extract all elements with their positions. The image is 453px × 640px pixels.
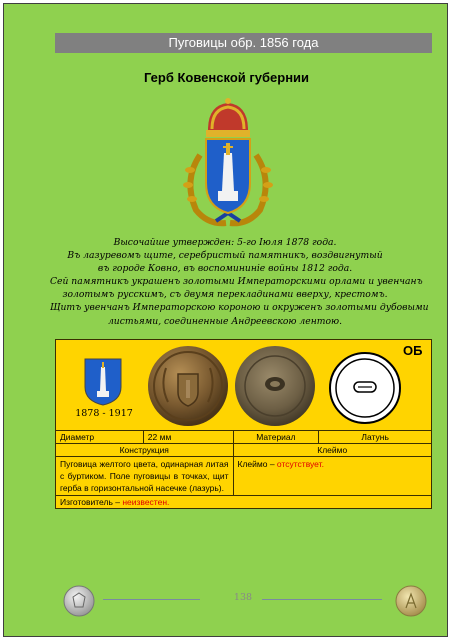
description-line: листьями, соединенные Андреевскою лентою. (107, 315, 343, 327)
mark-label: Клеймо (233, 444, 432, 457)
footer-divider (103, 599, 200, 600)
mark-text-value: отсутствует. (276, 459, 324, 469)
footer-divider (262, 599, 382, 600)
button-back-photo (233, 344, 317, 428)
description-line: въ городе Ковно, въ воспомининіе войны 1812 года. (97, 263, 353, 275)
small-coat-of-arms-icon (83, 357, 123, 407)
description-line: Въ лазуревомъ щите, серебристый памятникъ, воздвигнутый (67, 250, 383, 262)
coin-icon (395, 585, 427, 617)
description-line: Щитъ увенчанъ Императорскою короною и окруженъ золотыми дубовыми (50, 302, 429, 314)
mark-text (233, 457, 432, 496)
construction-label: Конструкция (56, 444, 234, 457)
button-diagram-icon (327, 350, 403, 426)
material-label: Материал (233, 431, 319, 444)
specs-table (55, 430, 432, 509)
description-line: Сей памятникъ украшенъ золотыми Императорскими орлами и увенчанъ (50, 276, 423, 288)
description-line: золотымъ русскимъ, съ двумя перекладинами вверху, крестомъ. (62, 289, 388, 301)
years: 1878 - 1917 (75, 408, 133, 419)
section-header: Пуговицы обр. 1856 года (55, 33, 432, 53)
mark-text-prefix: Клеймо – (237, 459, 277, 469)
table-row (56, 444, 432, 457)
maker (56, 496, 432, 509)
table-row (56, 457, 432, 496)
maker-prefix: Изготовитель – (60, 497, 123, 507)
type-code: ОБ (403, 343, 423, 358)
maker-value: неизвестен. (122, 497, 170, 507)
description (50, 236, 429, 328)
construction-text: Пуговица желтого цвета, одинарная литая с буртиком. Поле пуговицы в точках, щит герба в горизонтальной насечке (лазурь). (56, 457, 234, 496)
description-line: Высочайше утвержден: 5-го Іюля 1878 года. (113, 237, 337, 248)
button-front-photo (146, 344, 230, 428)
material-value: Латунь (319, 431, 432, 444)
table-row (56, 431, 432, 444)
diameter-value: 22 мм (143, 431, 233, 444)
coat-of-arms-icon (178, 95, 278, 230)
table-row (56, 496, 432, 509)
coin-icon (63, 585, 95, 617)
diameter-label: Диаметр (56, 431, 144, 444)
page-title: Герб Ковенской губернии (143, 70, 310, 85)
page-number: 138 (233, 592, 253, 603)
